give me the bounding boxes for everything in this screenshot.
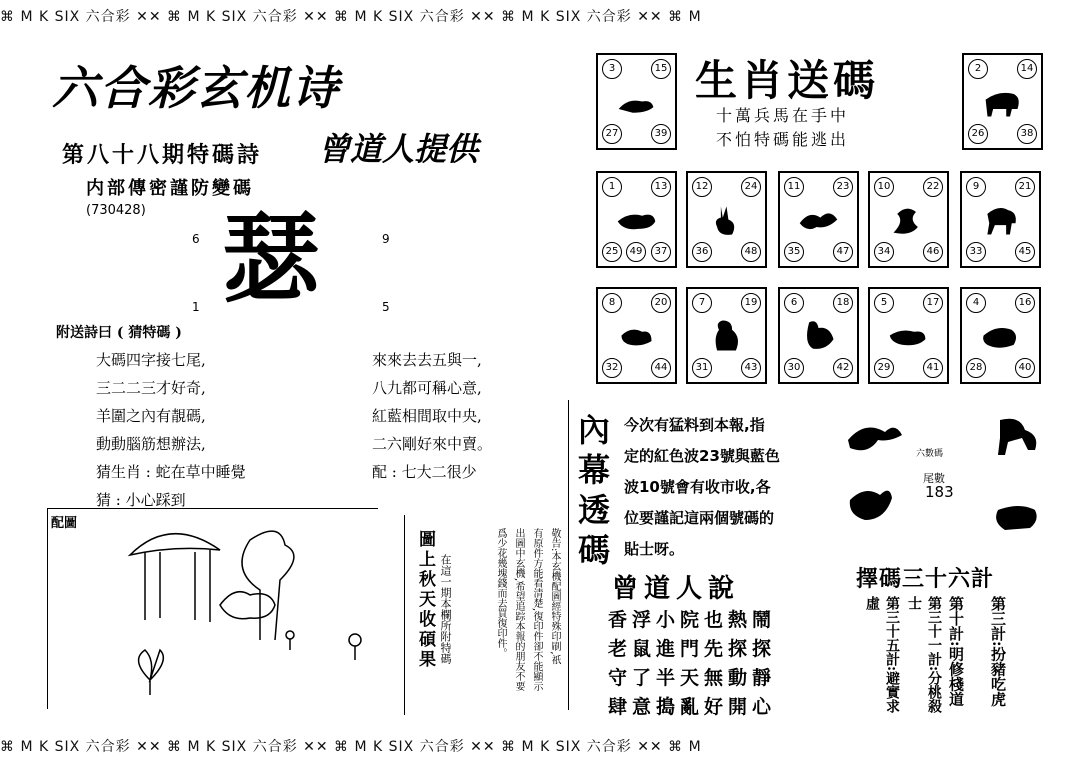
corner-bl: 1 [192,300,200,314]
inside-line: 位要謹記這兩個號碼的 [624,509,775,527]
zodiac-number: 46 [923,242,943,262]
zodiac-number: 30 [784,358,804,378]
zodiac-number: 49 [626,242,646,262]
rabbit-icon [704,197,749,242]
strategy-item: 第三十一計:分桃殺士 [906,596,942,714]
dog-icon [886,313,931,358]
zodiac-number: 36 [692,242,712,262]
top-watermark-band [0,6,1080,28]
zodiac-number: 21 [1015,177,1035,197]
saying-title: 曾道人說 [612,574,741,604]
dragon-icon [848,428,902,451]
goat-icon [220,592,275,619]
zodiac-number: 10 [874,177,894,197]
zodiac-number: 19 [741,293,761,313]
horse-icon [998,419,1036,455]
zodiac-number: 31 [692,358,712,378]
poem-line: 猜生肖 : 蛇在草中睡覺 [96,463,246,481]
zodiac-card [596,287,677,384]
poem-right-column [372,346,492,486]
zodiac-number: 4 [966,293,986,313]
tiger-icon [614,197,659,242]
poem-line: 配 : 七大二很少 [372,463,477,481]
zodiac-card [960,287,1041,384]
saying-line: 守了半天無動靜 [608,667,777,689]
bottom-watermark-band [0,736,1080,758]
zodiac-card [596,171,677,268]
tail-animals [840,410,1050,550]
strategy-item: 第十計:明修棧道 [947,596,965,707]
strategy-item: 第三計:扮豬吃虎 [989,596,1007,707]
corner-br: 5 [382,300,390,314]
poem-line: 八九都可稱心意, [372,379,482,397]
saying-lines [608,606,776,722]
saying-line: 肆意搗亂好開心 [608,696,777,718]
autumn-harvest-line: 圖上秋天收碩果 [415,530,435,670]
poem-line: 大碼四字接七尾, [96,351,206,369]
inside-text [624,410,780,565]
zodiac-number: 14 [1017,59,1037,79]
zodiac-card [868,171,949,268]
zodiac-number: 44 [651,358,671,378]
zodiac-number: 6 [784,293,804,313]
code-number: (730428) [86,203,146,218]
autumn-illustration [110,510,370,700]
inside-line: 定的紅色波23號與藍色 [624,447,780,465]
zodiac-card [596,53,677,150]
poem-line: 紅藍相間取中央, [372,407,482,425]
horse-icon [978,197,1023,242]
zodiac-number: 37 [651,242,671,262]
zodiac-number: 35 [784,242,804,262]
poem-line: 羊圍之內有靚碼, [96,407,206,425]
warning-line: 内部傳密謹防變碼 [86,178,254,199]
zodiac-number: 45 [1015,242,1035,262]
zodiac-number: 7 [692,293,712,313]
monkey-icon [704,313,749,358]
corner-tr: 9 [382,232,390,246]
zodiac-number: 40 [1015,358,1035,378]
notice-block [470,528,562,708]
provider-title: 曾道人提供 [318,130,479,168]
zodiac-number: 48 [741,242,761,262]
zodiac-number: 41 [923,358,943,378]
zodiac-number: 22 [923,177,943,197]
notice-line: 有原件方能看清楚,復印件卻不能顯示 [531,528,542,692]
tail-value: 183 [925,483,954,501]
rat-icon [614,79,659,124]
rooster-icon [850,491,892,520]
zodiac-number: 11 [784,177,804,197]
zodiac-number: 27 [602,124,622,144]
zodiac-number: 39 [651,124,671,144]
strategy-title: 擇碼三十六計 [856,567,995,592]
dragon-icon [796,197,841,242]
zodiac-number: 24 [741,177,761,197]
zodiac-number: 12 [692,177,712,197]
snake-icon [886,197,931,242]
zodiac-number: 29 [874,358,894,378]
dog-icon [996,506,1037,530]
zodiac-number: 34 [874,242,894,262]
rooster-icon [796,313,841,358]
zodiac-card [778,171,859,268]
tail-label: 尾數 [923,472,945,485]
zodiac-number: 23 [833,177,853,197]
strategy-item: 第三十五計:避實求虛 [864,596,900,714]
zodiac-card [868,287,949,384]
saying-line: 老鼠進門先探探 [608,638,777,660]
zodiac-card [962,53,1043,150]
zodiac-number: 20 [651,293,671,313]
zodiac-number: 42 [833,358,853,378]
poem-line: 三二二三才好奇, [96,379,206,397]
zodiac-number: 1 [602,177,622,197]
note-vertical: 在這一期本欄所附特碼 [439,554,452,664]
zodiac-number: 13 [651,177,671,197]
divider [404,515,405,715]
zodiac-sub-line: 十萬兵馬在手中 [716,106,850,125]
watermark-text: ⌘ M K SIX 六合彩 ✕✕ ⌘ M K SIX 六合彩 ✕✕ ⌘ M K SIX 六合彩 ✕✕ ⌘ M K SIX 六合彩 ✕✕ ⌘ M [0,9,702,25]
zodiac-number: 32 [602,358,622,378]
zodiac-number: 43 [741,358,761,378]
zodiac-card [686,171,767,268]
ox-icon [980,79,1025,124]
zodiac-card [778,287,859,384]
pavilion-roof-icon [130,534,220,555]
inside-line: 貼士呀。 [624,540,685,558]
zodiac-subtitle [716,104,849,152]
inside-title: 內幕透碼 [578,411,611,569]
zodiac-number: 5 [874,293,894,313]
poem-left-column [96,346,246,514]
notice-line: 出圖中玄機,希望追踪本報的朋友不要 [513,528,524,692]
divider [568,400,569,710]
zodiac-number: 17 [923,293,943,313]
zodiac-number: 25 [602,242,622,262]
saying-line: 香浮小院也熱鬧 [608,609,777,631]
inside-line: 波10號會有收市收,各 [624,478,771,496]
poem-line: 動動腦筋想辦法, [96,435,206,453]
zodiac-number: 33 [966,242,986,262]
zodiac-number: 2 [968,59,988,79]
zodiac-number: 26 [968,124,988,144]
page-title: 六合彩玄机诗 [52,61,340,115]
poem-line: 猜 : 小心踩到 [96,491,186,509]
illustration-label: 配圖 [51,516,78,531]
zodiac-number: 9 [966,177,986,197]
zodiac-number: 47 [833,242,853,262]
watermark-text: ⌘ M K SIX 六合彩 ✕✕ ⌘ M K SIX 六合彩 ✕✕ ⌘ M K SIX 六合彩 ✕✕ ⌘ M K SIX 六合彩 ✕✕ ⌘ M [0,739,702,755]
zodiac-number: 8 [602,293,622,313]
zodiac-card [960,171,1041,268]
poem-line: 來來去去五與一, [372,351,482,369]
poem-line: 二六剛好來中賣。 [372,435,493,453]
key-character: 瑟 [222,202,321,317]
zodiac-sub-line: 不怕特碼能逃出 [716,130,850,149]
zodiac-number: 18 [833,293,853,313]
zodiac-card [686,287,767,384]
attached-poem-label: 附送詩曰 ( 猜特碼 ) [56,325,182,341]
zodiac-number: 15 [651,59,671,79]
zodiac-number: 28 [966,358,986,378]
notice-line: 爲少花幾塊錢而去買復印件。 [495,528,506,658]
tree-icon [242,531,294,640]
goat-icon [614,313,659,358]
zodiac-number: 3 [602,59,622,79]
flower-icon [139,650,164,695]
zodiac-number: 16 [1015,293,1035,313]
issue-line: 第八十八期特碼詩 [62,142,263,168]
tail-small-label: 六數碼 [916,449,944,459]
zodiac-number: 38 [1017,124,1037,144]
pig-icon [978,313,1023,358]
corner-tl: 6 [192,232,200,246]
notice-line: 敬告:本玄機配圖經特殊印刷,祇 [549,528,560,665]
inside-line: 今次有猛料到本報,指 [624,416,765,434]
zodiac-title: 生肖送碼 [695,56,880,105]
